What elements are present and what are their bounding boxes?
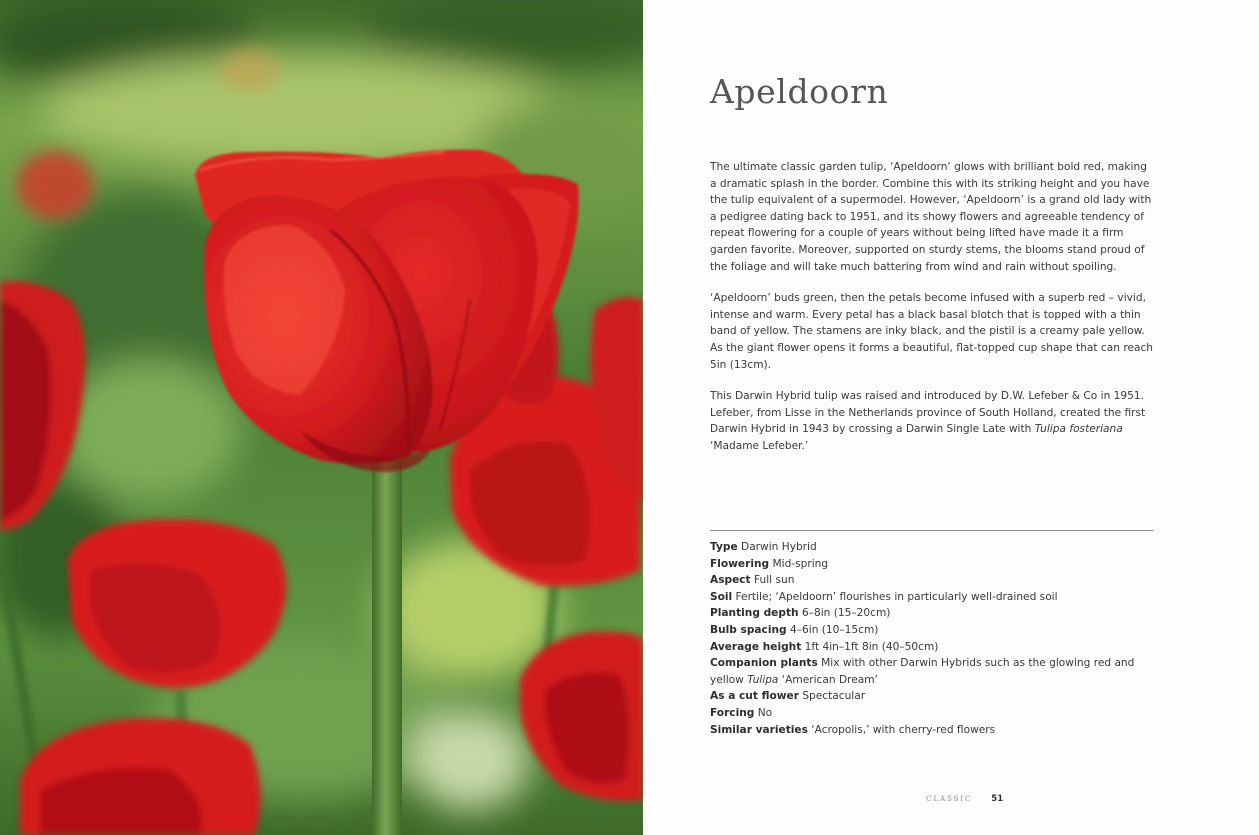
fact-planting-depth: [710, 605, 1154, 622]
fact-value: Mix with other Darwin Hybrids such as the glowing red and yellow: [710, 657, 1135, 686]
paragraph-3: [710, 388, 1154, 454]
fact-key: Type: [710, 541, 738, 553]
fact-key: Planting depth: [710, 607, 799, 620]
page-number: 51: [991, 794, 1004, 804]
fact-key: Aspect: [710, 574, 751, 587]
fact-bulb-spacing: [710, 622, 1154, 639]
fact-value: Spectacular: [802, 690, 866, 703]
body-text: [710, 159, 1154, 470]
fact-key: Soil: [710, 590, 733, 603]
fact-value-species: Tulipa: [747, 673, 779, 686]
paragraph-2: ‘Apeldoorn’ buds green, then the petals become infused with a superb red – vivid, intense and warm. Every petal has a black basal blotch that is topped with a thin band of yellow. The stamens are inky black, and the pistil is a creamy pale yellow. As the giant flower opens it forms a beautiful, flat-topped cup shape that can reach 5in (13cm).: [710, 292, 1153, 371]
paragraph-3-species: Tulipa fosteriana: [1034, 423, 1123, 436]
fact-value: 6–8in (15–20cm): [801, 607, 891, 620]
fact-value: No: [757, 706, 773, 719]
fact-list: [710, 539, 1154, 738]
paragraph-3-end: ‘Madame Lefeber.’: [710, 439, 809, 452]
fact-similar-varieties: [710, 722, 1154, 739]
text-page: [643, 0, 1259, 835]
fact-value: 4–6in (10–15cm): [789, 623, 879, 636]
fact-cut-flower: [710, 688, 1154, 705]
fact-key: Companion plants: [710, 657, 818, 670]
fact-key: Flowering: [710, 557, 770, 570]
fact-aspect: [710, 572, 1154, 589]
fact-flowering: [710, 556, 1154, 573]
fact-key: Similar varieties: [710, 723, 808, 736]
fact-key: Bulb spacing: [710, 623, 787, 636]
fact-value: Full sun: [754, 574, 795, 587]
page-footer: [926, 786, 1003, 805]
fact-key: Forcing: [710, 706, 755, 719]
fact-key: Average height: [710, 640, 802, 653]
fact-value: Darwin Hybrid: [741, 541, 817, 553]
fact-value: Fertile; ‘Apeldoorn’ flourishes in particularly well-drained soil: [735, 590, 1058, 603]
fact-forcing: [710, 705, 1154, 722]
fact-soil: [710, 589, 1154, 606]
fact-value: 1ft 4in–1ft 8in (40–50cm): [804, 640, 939, 653]
paragraph-1: The ultimate classic garden tulip, ‘Apeldoorn’ glows with brilliant bold red, making a dramatic splash in the border. Combine this with its striking height and you have the tulip equivalent of a supermodel. However, ‘Apeldoorn’ is a grand old lady with a pedigree dating back to 1951, and its showy flowers and agreeable tendency of repeat flowering for a couple of years without being lifted have made it a firm garden favorite. Moreover, supported on sturdy stems, the blooms stand proud of the foliage and will take much battering from wind and rain without spoiling.: [710, 161, 1152, 273]
fact-value: ‘Acropolis,’ with cherry-red flowers: [811, 723, 996, 736]
section-name: CLASSIC: [926, 794, 973, 803]
fact-average-height: [710, 639, 1154, 656]
page-title: Apeldoorn: [710, 72, 889, 111]
fact-value-end: ‘American Dream’: [778, 673, 878, 686]
paragraph-3-text: This Darwin Hybrid tulip was raised and introduced by D.W. Lefeber & Co in 1951. Lefeber, from Lisse in the Netherlands province of South Holland, created the first Darwin Hybrid in 1943 by crossing a Darwin Single Late with: [710, 390, 1146, 436]
divider: [710, 530, 1153, 531]
fact-value: Mid-spring: [772, 557, 829, 570]
fact-type: [710, 539, 1154, 556]
fact-companion-plants: [710, 655, 1154, 688]
fact-key: As a cut flower: [710, 690, 799, 703]
